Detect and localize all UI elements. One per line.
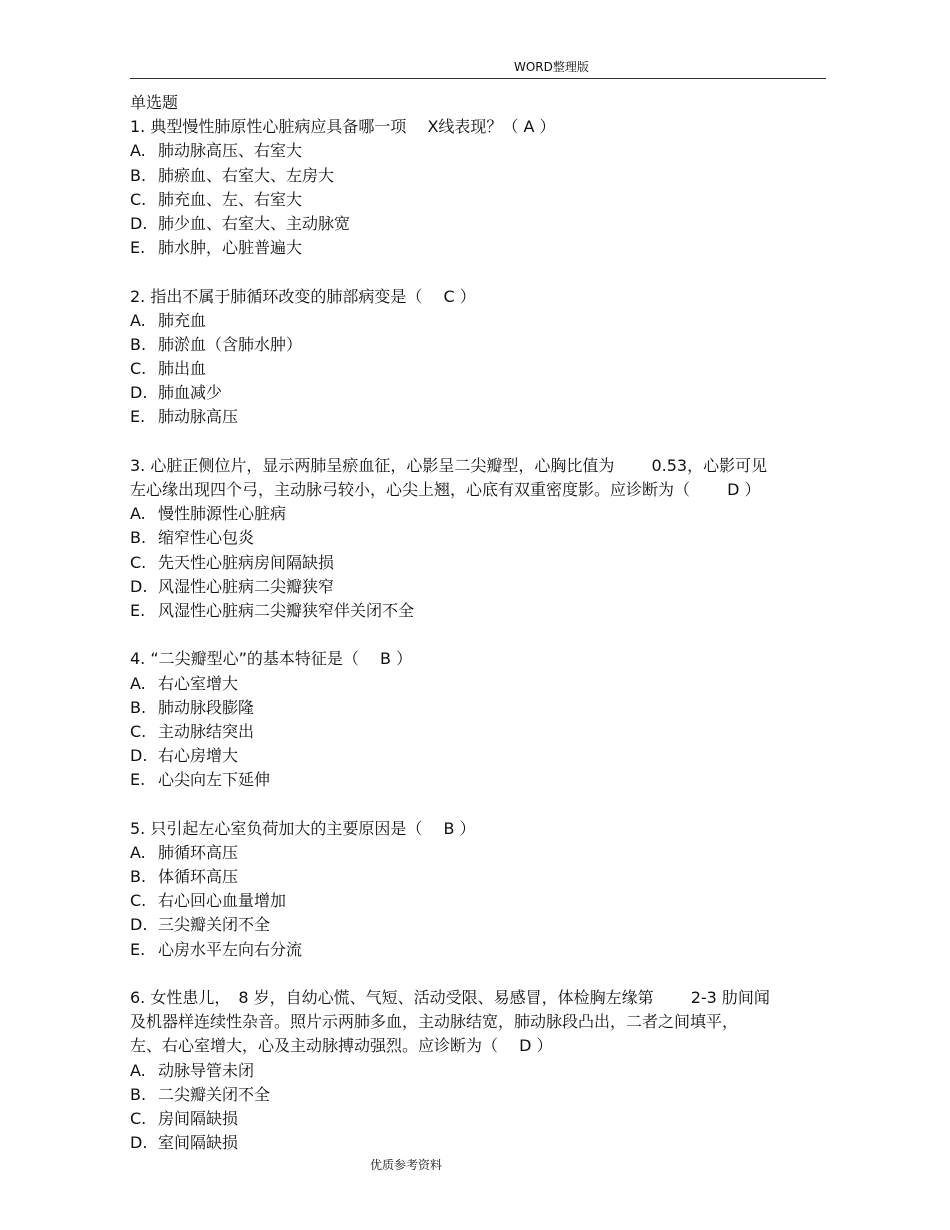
option-b <box>130 865 830 889</box>
option-label: A. <box>130 842 146 862</box>
option-label: C. <box>130 891 147 911</box>
option-text: 右心室增大 <box>158 673 239 693</box>
question-text: 3. 心脏正侧位片，显示两肺呈瘀血征，心影呈二尖瓣型，心胸比值为 0.53，心影可见 <box>130 455 768 475</box>
section-title: 单选题 <box>130 93 179 112</box>
option-label: E. <box>130 238 146 258</box>
option-a <box>130 1059 830 1083</box>
option-e <box>130 599 830 623</box>
option-label: E. <box>130 939 146 959</box>
option-e <box>130 236 830 260</box>
option-b <box>130 333 830 357</box>
option-label: D. <box>130 1133 148 1153</box>
option-d <box>130 575 830 599</box>
option-text: 三尖瓣关闭不全 <box>158 915 271 935</box>
option-label: B. <box>130 697 147 717</box>
option-text: 动脉导管未闭 <box>158 1060 255 1080</box>
question-2 <box>130 285 830 430</box>
option-text: 心房水平左向右分流 <box>158 939 303 959</box>
option-text: 二尖瓣关闭不全 <box>158 1084 271 1104</box>
option-d <box>130 744 830 768</box>
option-label: C. <box>130 721 147 741</box>
option-b <box>130 164 830 188</box>
option-text: 肺循环高压 <box>158 842 239 862</box>
question-text: 及机器样连续性杂音。照片示两肺多血，主动脉结宽，肺动脉段凸出，二者之间填平， <box>130 1012 739 1032</box>
option-d <box>130 913 830 937</box>
option-text: 右心回心血量增加 <box>158 891 287 911</box>
option-label: E. <box>130 600 146 620</box>
option-text: 肺充血、左、右室大 <box>158 189 303 209</box>
question-text: 左心缘出现四个弓，主动脉弓较小，心尖上翘，心底有双重密度影。应诊断为（ D ） <box>130 480 761 499</box>
option-label: B. <box>130 1084 147 1104</box>
option-label: A. <box>130 310 146 330</box>
option-text: 肺瘀血、右室大、左房大 <box>158 165 335 185</box>
option-text: 心尖向左下延伸 <box>158 770 271 790</box>
question-1 <box>130 115 830 260</box>
question-text: 左、右心室增大，心及主动脉搏动强烈。应诊断为（ D ） <box>130 1036 553 1056</box>
option-text: 先天性心脏病房间隔缺损 <box>158 552 335 572</box>
option-c <box>130 551 830 575</box>
option-label: D. <box>130 213 148 233</box>
option-a <box>130 309 830 333</box>
option-text: 肺少血、右室大、主动脉宽 <box>158 213 351 233</box>
option-text: 肺动脉高压、右室大 <box>158 141 303 161</box>
option-label: E. <box>130 407 146 427</box>
option-label: A. <box>130 1060 146 1080</box>
option-b <box>130 526 830 550</box>
option-text: 房间隔缺损 <box>158 1108 239 1128</box>
option-text: 风湿性心脏病二尖瓣狭窄 <box>158 576 335 596</box>
option-a <box>130 672 830 696</box>
option-text: 肺水肿，心脏普遍大 <box>158 238 303 258</box>
option-label: B. <box>130 165 147 185</box>
option-c <box>130 889 830 913</box>
question-text: 2. 指出不属于肺循环改变的肺部病变是（ C ） <box>130 286 476 306</box>
option-text: 体循环高压 <box>158 867 239 886</box>
option-text: 右心房增大 <box>158 746 239 766</box>
question-4 <box>130 647 830 792</box>
option-b <box>130 1083 830 1107</box>
option-e <box>130 938 830 962</box>
option-label: D. <box>130 383 148 403</box>
header-text: WORD整理版 <box>514 60 589 74</box>
option-label: C. <box>130 1108 147 1128</box>
option-a <box>130 502 830 526</box>
option-text: 肺动脉段膨隆 <box>158 697 255 717</box>
option-d <box>130 381 830 405</box>
option-text: 慢性肺源性心脏病 <box>158 504 287 524</box>
option-c <box>130 1107 830 1131</box>
option-label: D. <box>130 915 148 935</box>
option-a <box>130 139 830 163</box>
option-label: B. <box>130 334 147 354</box>
option-label: C. <box>130 552 147 572</box>
option-label: C. <box>130 189 147 209</box>
page-header <box>130 58 826 79</box>
option-text: 主动脉结突出 <box>158 721 255 741</box>
option-label: B. <box>130 528 147 548</box>
option-text: 肺血减少 <box>158 383 223 403</box>
option-b <box>130 696 830 720</box>
option-label: A. <box>130 141 146 161</box>
option-text: 肺出血 <box>158 359 207 379</box>
option-text: 肺动脉高压 <box>158 407 239 427</box>
page-footer: 优质参考资料 <box>370 1158 443 1172</box>
option-text: 肺充血 <box>158 310 207 330</box>
question-text: 6. 女性患儿， 8 岁，自幼心慌、气短、活动受限、易感冒，体检胸左缘第 2-3 肋间闻 <box>130 987 770 1007</box>
question-text: 4. “二尖瓣型心”的基本特征是（ B ） <box>130 649 413 669</box>
option-c <box>130 188 830 212</box>
option-text: 缩窄性心包炎 <box>158 528 255 548</box>
option-text: 风湿性心脏病二尖瓣狭窄伴关闭不全 <box>158 600 415 620</box>
option-label: C. <box>130 359 147 379</box>
option-e <box>130 768 830 792</box>
option-label: D. <box>130 576 148 596</box>
question-6 <box>130 986 830 1155</box>
option-d <box>130 212 830 236</box>
question-3 <box>130 454 830 623</box>
question-5 <box>130 817 830 962</box>
option-label: D. <box>130 746 148 766</box>
option-c <box>130 720 830 744</box>
option-text: 室间隔缺损 <box>158 1133 239 1153</box>
option-label: A. <box>130 673 146 693</box>
option-label: B. <box>130 867 147 886</box>
question-text: 5. 只引起左心室负荷加大的主要原因是（ B ） <box>130 818 476 838</box>
document-body <box>130 91 830 1155</box>
question-text: 1. 典型慢性肺原性心脏病应具备哪一项 X线表现？（ A ） <box>130 117 556 137</box>
option-d <box>130 1131 830 1155</box>
option-c <box>130 357 830 381</box>
option-e <box>130 405 830 429</box>
option-label: E. <box>130 770 146 790</box>
option-a <box>130 841 830 865</box>
option-text: 肺淤血（含肺水肿） <box>158 334 303 354</box>
option-label: A. <box>130 504 146 524</box>
